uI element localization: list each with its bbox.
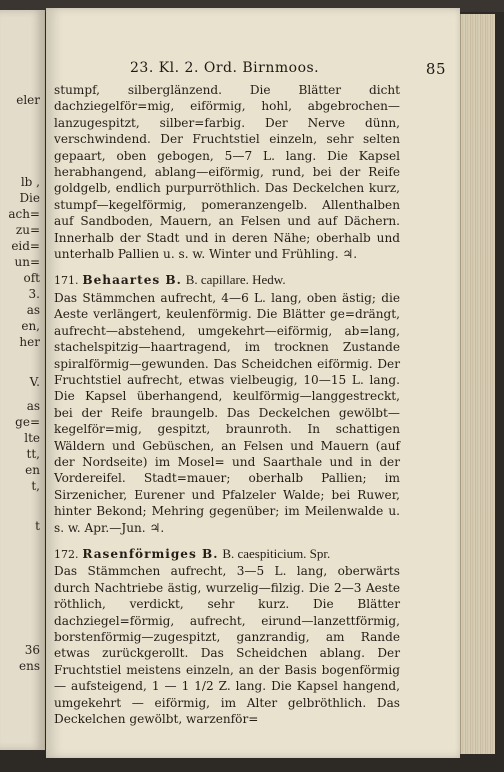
left-fragment: t: [35, 519, 40, 533]
left-fragment: lb ,: [20, 175, 40, 189]
entry-name: Rasenförmiges B.: [82, 546, 219, 561]
left-fragment: en,: [21, 319, 40, 333]
left-fragment: zu=: [15, 223, 40, 237]
left-fragment: 3.: [28, 287, 40, 301]
left-fragment: eler: [16, 93, 40, 107]
running-title: 23. Kl. 2. Ord. Birnmoos.: [130, 60, 320, 76]
body-text: [54, 82, 400, 727]
left-fragment: as: [26, 399, 40, 413]
entry-latin-name: B. caespiticium. Spr.: [222, 545, 331, 561]
entry-latin-name: B. capillare. Hedw.: [185, 272, 286, 288]
entry-number: 171.: [54, 274, 79, 288]
entry-name: Behaartes B.: [82, 273, 182, 288]
left-fragment: as: [26, 303, 40, 317]
entry-heading-171: [54, 272, 400, 289]
entry-heading-172: [54, 546, 400, 563]
page-edges: [460, 14, 495, 754]
left-fragment: eid=: [11, 239, 40, 253]
left-fragment: oft: [23, 271, 40, 285]
left-fragment: Die: [19, 191, 40, 205]
left-fragment: ge=: [15, 415, 40, 429]
entry-description: Das Stämmchen aufrecht, 4—6 L. lang, oben ästig; die Aeste verlängert, keulenförmig. Die Blätter ge=drängt, aufrecht—abstehend, umgekehrt—eiförmig, ab=lang, stachelspitzig—haartragend, im trocknen Zustande spiralförmig—gewunden. Das Scheidchen eiförmig. Der Fruchtstiel aufrecht, etwas vielbeugig, 10—15 L. lang. Die Kapsel überhangend, keulförmig—langgestreckt, bei der Reife braungelb. Das Deckelchen gewölbt—kegelför=mig, gespitzt, braunroth. In schattigen Wäldern und Gebüschen, an Felsen und Mauern (auf der Nordseite) im Mosel= und Saarthale und in der Vordereifel. Stadt=mauer; oberhalb Pallien; im Sirzenicher, Eurener und Pfalzeler Walde; bei Ruwer, hinter Bekond; Mehring gegenüber; im Meilenwalde u. s. w. Apr.—Jun. ♃.: [54, 290, 400, 535]
left-fragment: un=: [14, 255, 40, 269]
left-fragment: t,: [31, 479, 40, 493]
entry-number: 172.: [54, 547, 79, 561]
entry-description: Das Stämmchen aufrecht, 3—5 L. lang, oberwärts durch Nachtriebe ästig, wurzelig—filzig. Die 2—3 Aeste röthlich, verdickt, sehr kurz. Die Blätter dachziegel=förmig, aufrecht, eirund—lanzettförmig, borstenförmig—zugespitzt, ganzrandig, am Rande etwas zurückgerollt. Das Scheidchen ablang. Der Fruchtstiel meistens einzeln, an der Basis bogenförmig — aufsteigend, 1 — 1 1/2 Z. lang. Die Kapsel hangend, umgekehrt — eiförmig, im Alter gelbröthlich. Das Deckelchen gewölbt, warzenför=: [54, 564, 400, 727]
running-header: [46, 60, 446, 80]
left-page-margin: [0, 10, 45, 750]
left-fragment: en: [25, 463, 40, 477]
left-fragment: her: [19, 335, 40, 349]
left-fragment: tt,: [26, 447, 40, 461]
page-number: 85: [425, 60, 446, 78]
left-fragment: ens: [19, 659, 40, 673]
left-fragment: V.: [29, 375, 40, 389]
left-fragment: ach=: [8, 207, 40, 221]
book-page: [46, 8, 460, 758]
left-fragment: lte: [24, 431, 40, 445]
left-fragment: 36: [24, 643, 40, 657]
paragraph-continued: stumpf, silberglänzend. Die Blätter dicht dachziegelför=mig, eiförmig, hohl, abgebrochen—lanzugespitzt, silber=farbig. Der Nerve dünn, verschwindend. Der Fruchtstiel einzeln, sehr selten gepaart, oben gebogen, 5—7 L. lang. Die Kapsel herabhangend, ablang—eiförmig, rund, bei der Reife goldgelb, endlich purpurröthlich. Das Deckelchen kurz, stumpf—kegelförmig, pomeranzengelb. Allenthalben auf Sandboden, Mauern, an Felsen und auf Dächern. Innerhalb der Stadt und in deren Nähe; oberhalb und unterhalb Pallien u. s. w. Winter und Frühling. ♃.: [54, 83, 400, 262]
